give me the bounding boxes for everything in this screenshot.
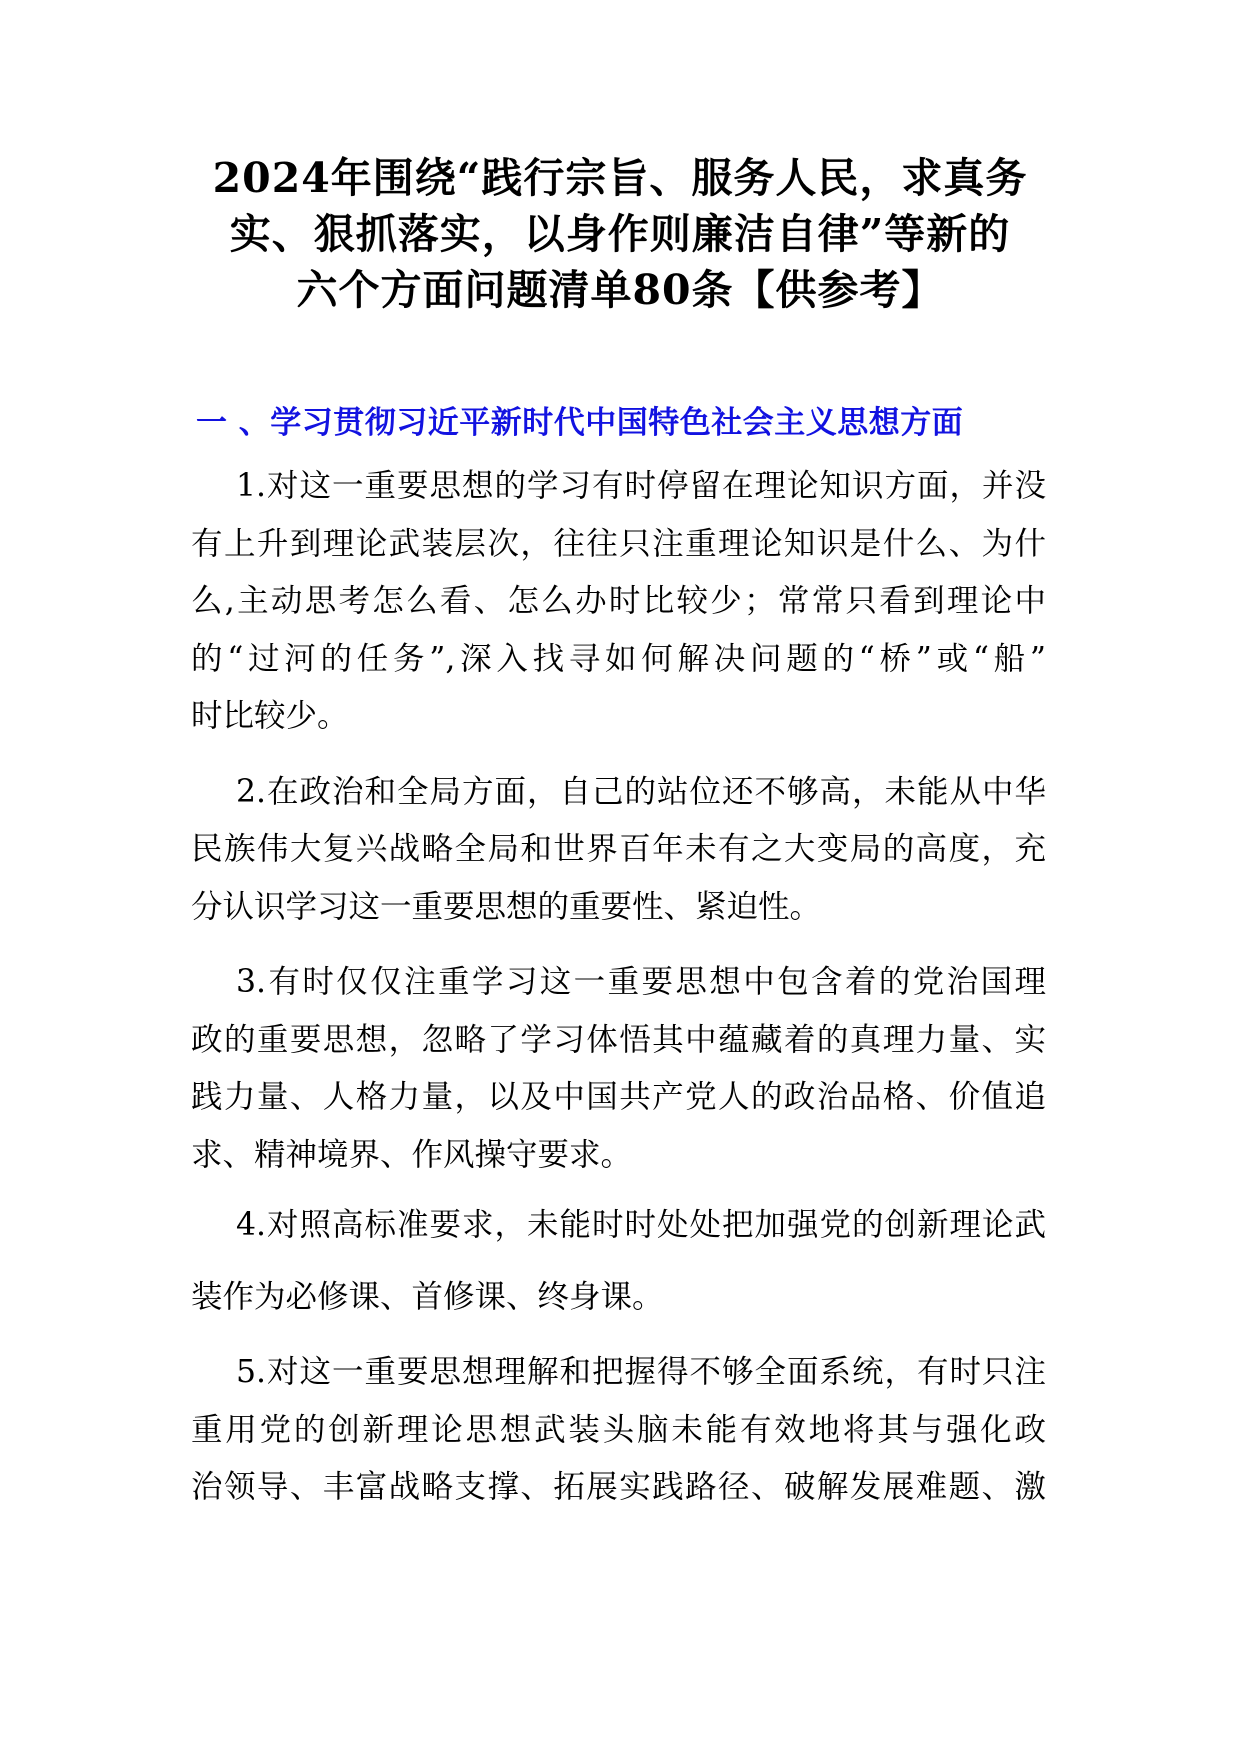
paragraph-line: 民族伟大复兴战略全局和世界百年未有之大变局的高度，充: [191, 831, 1046, 867]
paragraph-line: 4.对照高标准要求，未能时时处处把加强党的创新理论武: [236, 1207, 1046, 1243]
paragraph-1: [191, 458, 1046, 746]
paragraph-line: 分认识学习这一重要思想的重要性、紧迫性。: [191, 888, 822, 925]
paragraph-line: 践力量、人格力量，以及中国共产党人的政治品格、价值追: [191, 1079, 1046, 1115]
paragraph-5: [191, 1344, 1046, 1517]
paragraph-line: 3.有时仅仅注重学习这一重要思想中包含着的党治国理: [236, 964, 1046, 1000]
document-body: [191, 458, 1046, 1517]
title-line: 实、狠抓落实，以身作则廉洁自律”等新的: [229, 210, 1011, 258]
paragraph-line: 5.对这一重要思想理解和把握得不够全面系统，有时只注: [236, 1354, 1046, 1390]
paragraph-2: [191, 764, 1046, 937]
paragraph-line: 2.在政治和全局方面，自己的站位还不够高，未能从中华: [236, 773, 1046, 810]
section-heading: 一 、学习贯彻习近平新时代中国特色社会主义思想方面: [196, 405, 964, 441]
paragraph-line: 政的重要思想，忽略了学习体悟其中蕴藏着的真理力量、实: [191, 1021, 1046, 1058]
paragraph-line: 重用党的创新理论思想武装头脑未能有效地将其与强化政: [191, 1411, 1046, 1448]
paragraph-line: 的“过河的任务”,深入找寻如何解决问题的“桥”或“船”: [191, 640, 1046, 677]
paragraph-line: 么,主动思考怎么看、怎么办时比较少；常常只看到理论中: [191, 583, 1046, 619]
paragraph-3: [191, 954, 1046, 1184]
paragraph-line: 1.对这一重要思想的学习有时停留在理论知识方面，并没: [236, 468, 1046, 504]
paragraph-line: 有上升到理论武装层次，往往只注重理论知识是什么、为什: [191, 525, 1046, 562]
paragraph-line: 装作为必修课、首修课、终身课。: [191, 1278, 664, 1315]
paragraph-line: 时比较少。: [191, 698, 349, 734]
paragraph-line: 求、精神境界、作风操守要求。: [191, 1136, 633, 1173]
paragraph-4: [191, 1197, 1046, 1326]
document-title: [150, 150, 1090, 318]
title-line: 2024年围绕“践行宗旨、服务人民，求真务: [212, 154, 1028, 202]
paragraph-line: 治领导、丰富战略支撑、拓展实践路径、破解发展难题、激: [191, 1469, 1046, 1505]
title-line: 六个方面问题清单80条【供参考】: [296, 266, 944, 314]
